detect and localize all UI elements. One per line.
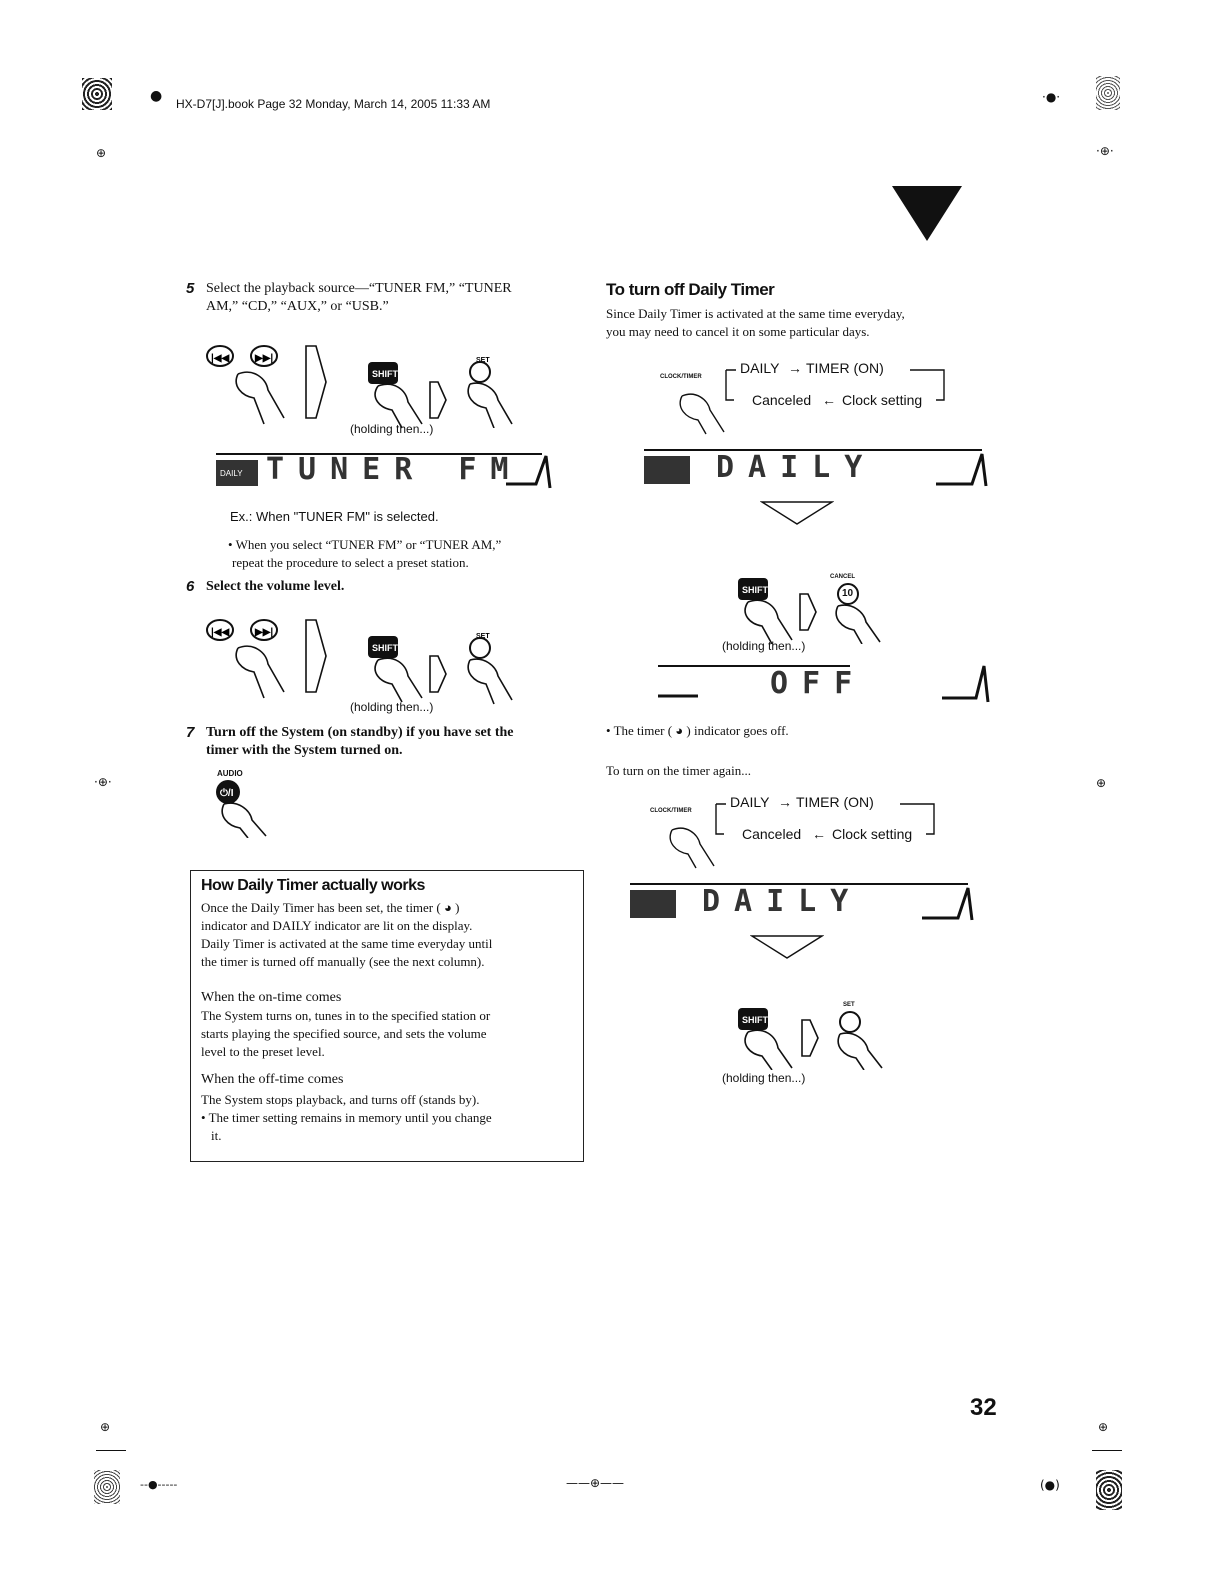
step6-text: Select the volume level.: [206, 579, 345, 594]
timer-cycle-diagram: [650, 790, 950, 870]
example-caption: Ex.: When "TUNER FM" is selected.: [230, 509, 439, 524]
cycle-clock-setting: Clock setting: [832, 826, 913, 842]
svg-text:SHIFT: SHIFT: [742, 585, 768, 595]
cycle-timer-on: TIMER (ON): [806, 360, 884, 376]
step5-note-line2: repeat the procedure to select a preset station.: [232, 555, 469, 570]
step7-text-line1: Turn off the System (on standby) if you have set the: [206, 725, 514, 740]
header-file-info: HX-D7[J].book Page 32 Monday, March 14, 2005 11:33 AM: [176, 97, 491, 111]
section-title: To turn off Daily Timer: [606, 280, 775, 299]
cycle-canceled: Canceled: [752, 392, 812, 408]
shift-set-illustration: [730, 1000, 890, 1070]
step6-button-illustration: [198, 608, 518, 708]
crosshair-icon: ⊕: [96, 146, 107, 160]
crosshair-icon: (●): [1040, 1478, 1060, 1492]
step5-note-line1: • When you select “TUNER FM” or “TUNER AM,”: [228, 537, 502, 552]
lcd-display-daily: [636, 446, 990, 490]
lcd-display-off: [650, 662, 990, 706]
step5-button-illustration: [198, 328, 518, 428]
cancel-label: CANCEL: [830, 574, 855, 580]
box-heading-on-time: When the on-time comes: [201, 990, 342, 1005]
svg-text:SHIFT: SHIFT: [372, 369, 398, 379]
registration-mark-top-right: [1096, 76, 1120, 110]
cycle-clock-setting: Clock setting: [842, 392, 923, 408]
clock-timer-button-label: CLOCK/TIMER: [650, 808, 692, 814]
box-paragraph-1: Once the Daily Timer has been set, the timer ( ◕ ) indicator and DAILY indicator are lit on the display. Daily Timer is activated at the same time everyday until the timer is turned off manually (see the next column).: [201, 900, 493, 969]
registration-mark-bottom-left: [94, 1470, 120, 1504]
cycle-daily: DAILY: [730, 794, 770, 810]
arrow-left-icon: ←: [822, 392, 836, 408]
lcd-text: DAILY: [716, 450, 877, 485]
step7-text-line2: timer with the System turned on.: [206, 743, 403, 758]
crop-line: [1092, 1450, 1122, 1451]
box-heading-off-time: When the off-time comes: [201, 1072, 344, 1087]
timer-indicator-note: • The timer ( ◕ ) indicator goes off.: [606, 723, 789, 738]
holding-caption: (holding then...): [722, 639, 806, 653]
crosshair-icon: ·●·: [1042, 90, 1061, 104]
svg-text:⏻/I: ⏻/I: [220, 788, 234, 799]
step5-text-line1: Select the playback source—“TUNER FM,” “TUNER: [206, 281, 512, 296]
cycle-timer-on: TIMER (ON): [796, 794, 874, 810]
svg-text:SHIFT: SHIFT: [372, 643, 398, 653]
step-number: 7: [186, 724, 195, 741]
intro-line1: Since Daily Timer is activated at the same time everyday,: [606, 306, 905, 321]
how-daily-timer-works-box: [190, 870, 584, 1162]
svg-text:SET: SET: [476, 357, 490, 364]
crosshair-icon: ⊕: [1096, 776, 1107, 790]
cycle-daily: DAILY: [740, 360, 780, 376]
timer-cycle-diagram: [660, 356, 960, 436]
arrow-right-icon: →: [778, 794, 792, 810]
step-number: 6: [186, 578, 195, 595]
arrow-left-icon: ←: [812, 826, 826, 842]
svg-text:▶▶|: ▶▶|: [255, 627, 274, 638]
open-down-arrow-icon: [750, 934, 824, 960]
holding-caption: (holding then...): [350, 422, 434, 436]
crosshair-icon: ——⊕——: [566, 1476, 625, 1490]
power-button-illustration: [214, 778, 274, 838]
audio-label: AUDIO: [217, 769, 243, 778]
svg-text:|◀◀: |◀◀: [211, 627, 230, 638]
svg-text:SHIFT: SHIFT: [742, 1015, 768, 1025]
step5-text-line2: AM,” “CD,” “AUX,” or “USB.”: [206, 299, 389, 314]
lcd-display-daily: [622, 880, 976, 924]
svg-text:▶▶|: ▶▶|: [255, 353, 274, 364]
clock-timer-button-label: CLOCK/TIMER: [660, 374, 702, 380]
set-label: SET: [843, 1002, 855, 1008]
box-paragraph-2: The System turns on, tunes in to the specified station or starts playing the specified source, and sets the volume level to the preset level.: [201, 1008, 491, 1059]
step-number: 5: [186, 280, 195, 297]
crop-line: [96, 1450, 126, 1451]
open-down-arrow-icon: [760, 500, 834, 526]
lcd-text: DAILY: [702, 884, 863, 919]
page-number: 32: [970, 1394, 997, 1421]
crosshair-icon: ·⊕·: [94, 775, 112, 789]
crosshair-icon: ·⊕·: [1096, 144, 1114, 158]
arrow-right-icon: →: [788, 360, 802, 376]
svg-text:DAILY: DAILY: [220, 469, 243, 478]
registration-mark-bottom-right: [1096, 1470, 1122, 1510]
section-marker-triangle-icon: [892, 186, 962, 242]
box-title: How Daily Timer actually works: [201, 877, 425, 894]
lcd-display-tuner-fm: [206, 448, 552, 498]
lcd-text: TUNER FM: [266, 452, 523, 487]
lcd-text: OFF: [770, 666, 867, 701]
box-paragraph-3: The System stops playback, and turns off (stands by). • The timer setting remains in memory until you change it.: [201, 1092, 492, 1143]
shift-cancel-illustration: [730, 574, 890, 644]
crosshair-icon: ⊕: [100, 1420, 111, 1434]
registration-mark-top-left: [82, 78, 112, 110]
crosshair-icon: --●-----: [140, 1478, 178, 1491]
cycle-canceled: Canceled: [742, 826, 802, 842]
holding-caption: (holding then...): [350, 700, 434, 714]
svg-text:|◀◀: |◀◀: [211, 353, 230, 364]
crosshair-icon: ●: [150, 88, 163, 104]
crosshair-icon: ⊕: [1098, 1420, 1109, 1434]
intro-line2: you may need to cancel it on some particular days.: [606, 324, 870, 339]
turn-on-again-heading: To turn on the timer again...: [606, 763, 751, 778]
cancel-key-number: 10: [842, 588, 854, 599]
holding-caption: (holding then...): [722, 1071, 806, 1085]
svg-text:SET: SET: [476, 633, 490, 640]
